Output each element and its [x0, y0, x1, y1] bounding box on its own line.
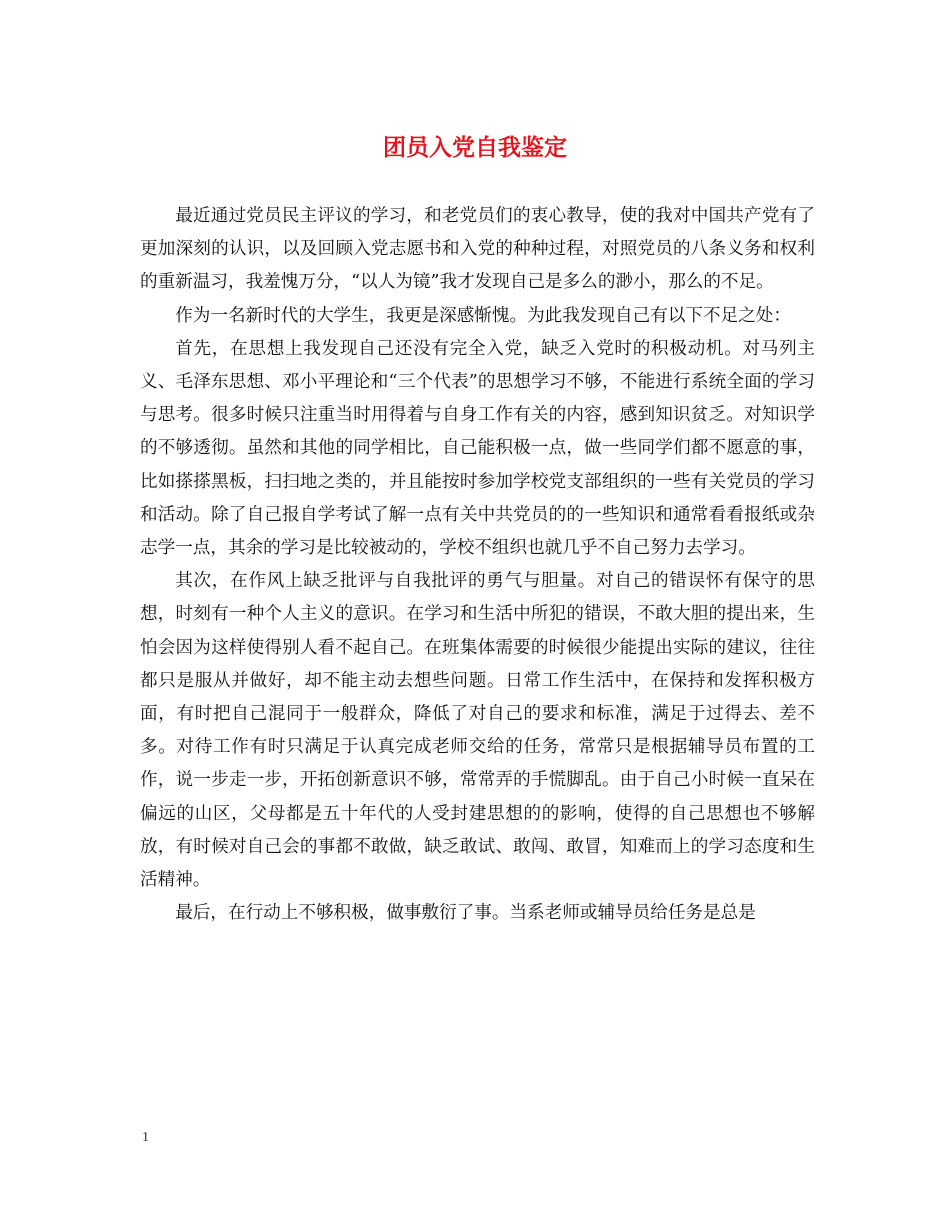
paragraph-first-point: 首先，在思想上我发现自己还没有完全入党，缺乏入党时的积极动机。对马列主义、毛泽东思想、邓小平理论和“三个代表”的思想学习不够，不能进行系统全面的学习与思考。很多时候只注重当时用得着与自身工作有关的内容，感到知识贫乏。对知识学的不够透彻。虽然和其他的同学相比，自己能积极一点，做一些同学们都不愿意的事，比如搽搽黑板，扫扫地之类的，并且能按时参加学校党支部组织的一些有关党员的学习和活动。除了自己报自学考试了解一点有关中共党员的的一些知识和通常看看报纸或杂志学一点，其余的学习是比较被动的，学校不组织也就几乎不自己努力去学习。 — [140, 338, 815, 559]
paragraph-last-point: 最后，在行动上不够积极，做事敷衍了事。当系老师或辅导员给任务是总是 — [175, 903, 756, 924]
document-body — [140, 200, 815, 930]
paragraph-intro: 最近通过党员民主评议的学习，和老党员们的衷心教导，使的我对中国共产党有了更加深刻的认识，以及回顾入党志愿书和入党的种种过程，对照党员的八条义务和权利的重新温习，我羞愧万分，“以人为镜”我才发现自己是多么的渺小，那么的不足。 — [140, 206, 815, 293]
page-number: 1 — [142, 1130, 149, 1145]
paragraph-reflection: 作为一名新时代的大学生，我更是深感惭愧。为此我发现自己有以下不足之处： — [175, 305, 791, 326]
document-title: 团员入党自我鉴定 — [383, 134, 567, 161]
paragraph-second-point: 其次，在作风上缺乏批评与自我批评的勇气与胆量。对自己的错误怀有保守的思想，时刻有一种个人主义的意识。在学习和生活中所犯的错误，不敢大胆的提出来，生怕会因为这样使得别人看不起自己。在班集体需要的时候很少能提出实际的建议，往往都只是服从并做好，却不能主动去想些问题。日常工作生活中，在保持和发挥积极方面，有时把自己混同于一般群众，降低了对自己的要求和标准，满足于过得去、差不多。对待工作有时只满足于认真完成老师交给的任务，常常只是根据辅导员布置的工作，说一步走一步，开拓创新意识不够，常常弄的手慌脚乱。由于自己小时候一直呆在偏远的山区，父母都是五十年代的人受封建思想的的影响，使得的自己思想也不够解放，有时候对自己会的事都不敢做，缺乏敢试、敢闯、敢冒，知难而上的学习态度和生活精神。 — [140, 571, 815, 891]
